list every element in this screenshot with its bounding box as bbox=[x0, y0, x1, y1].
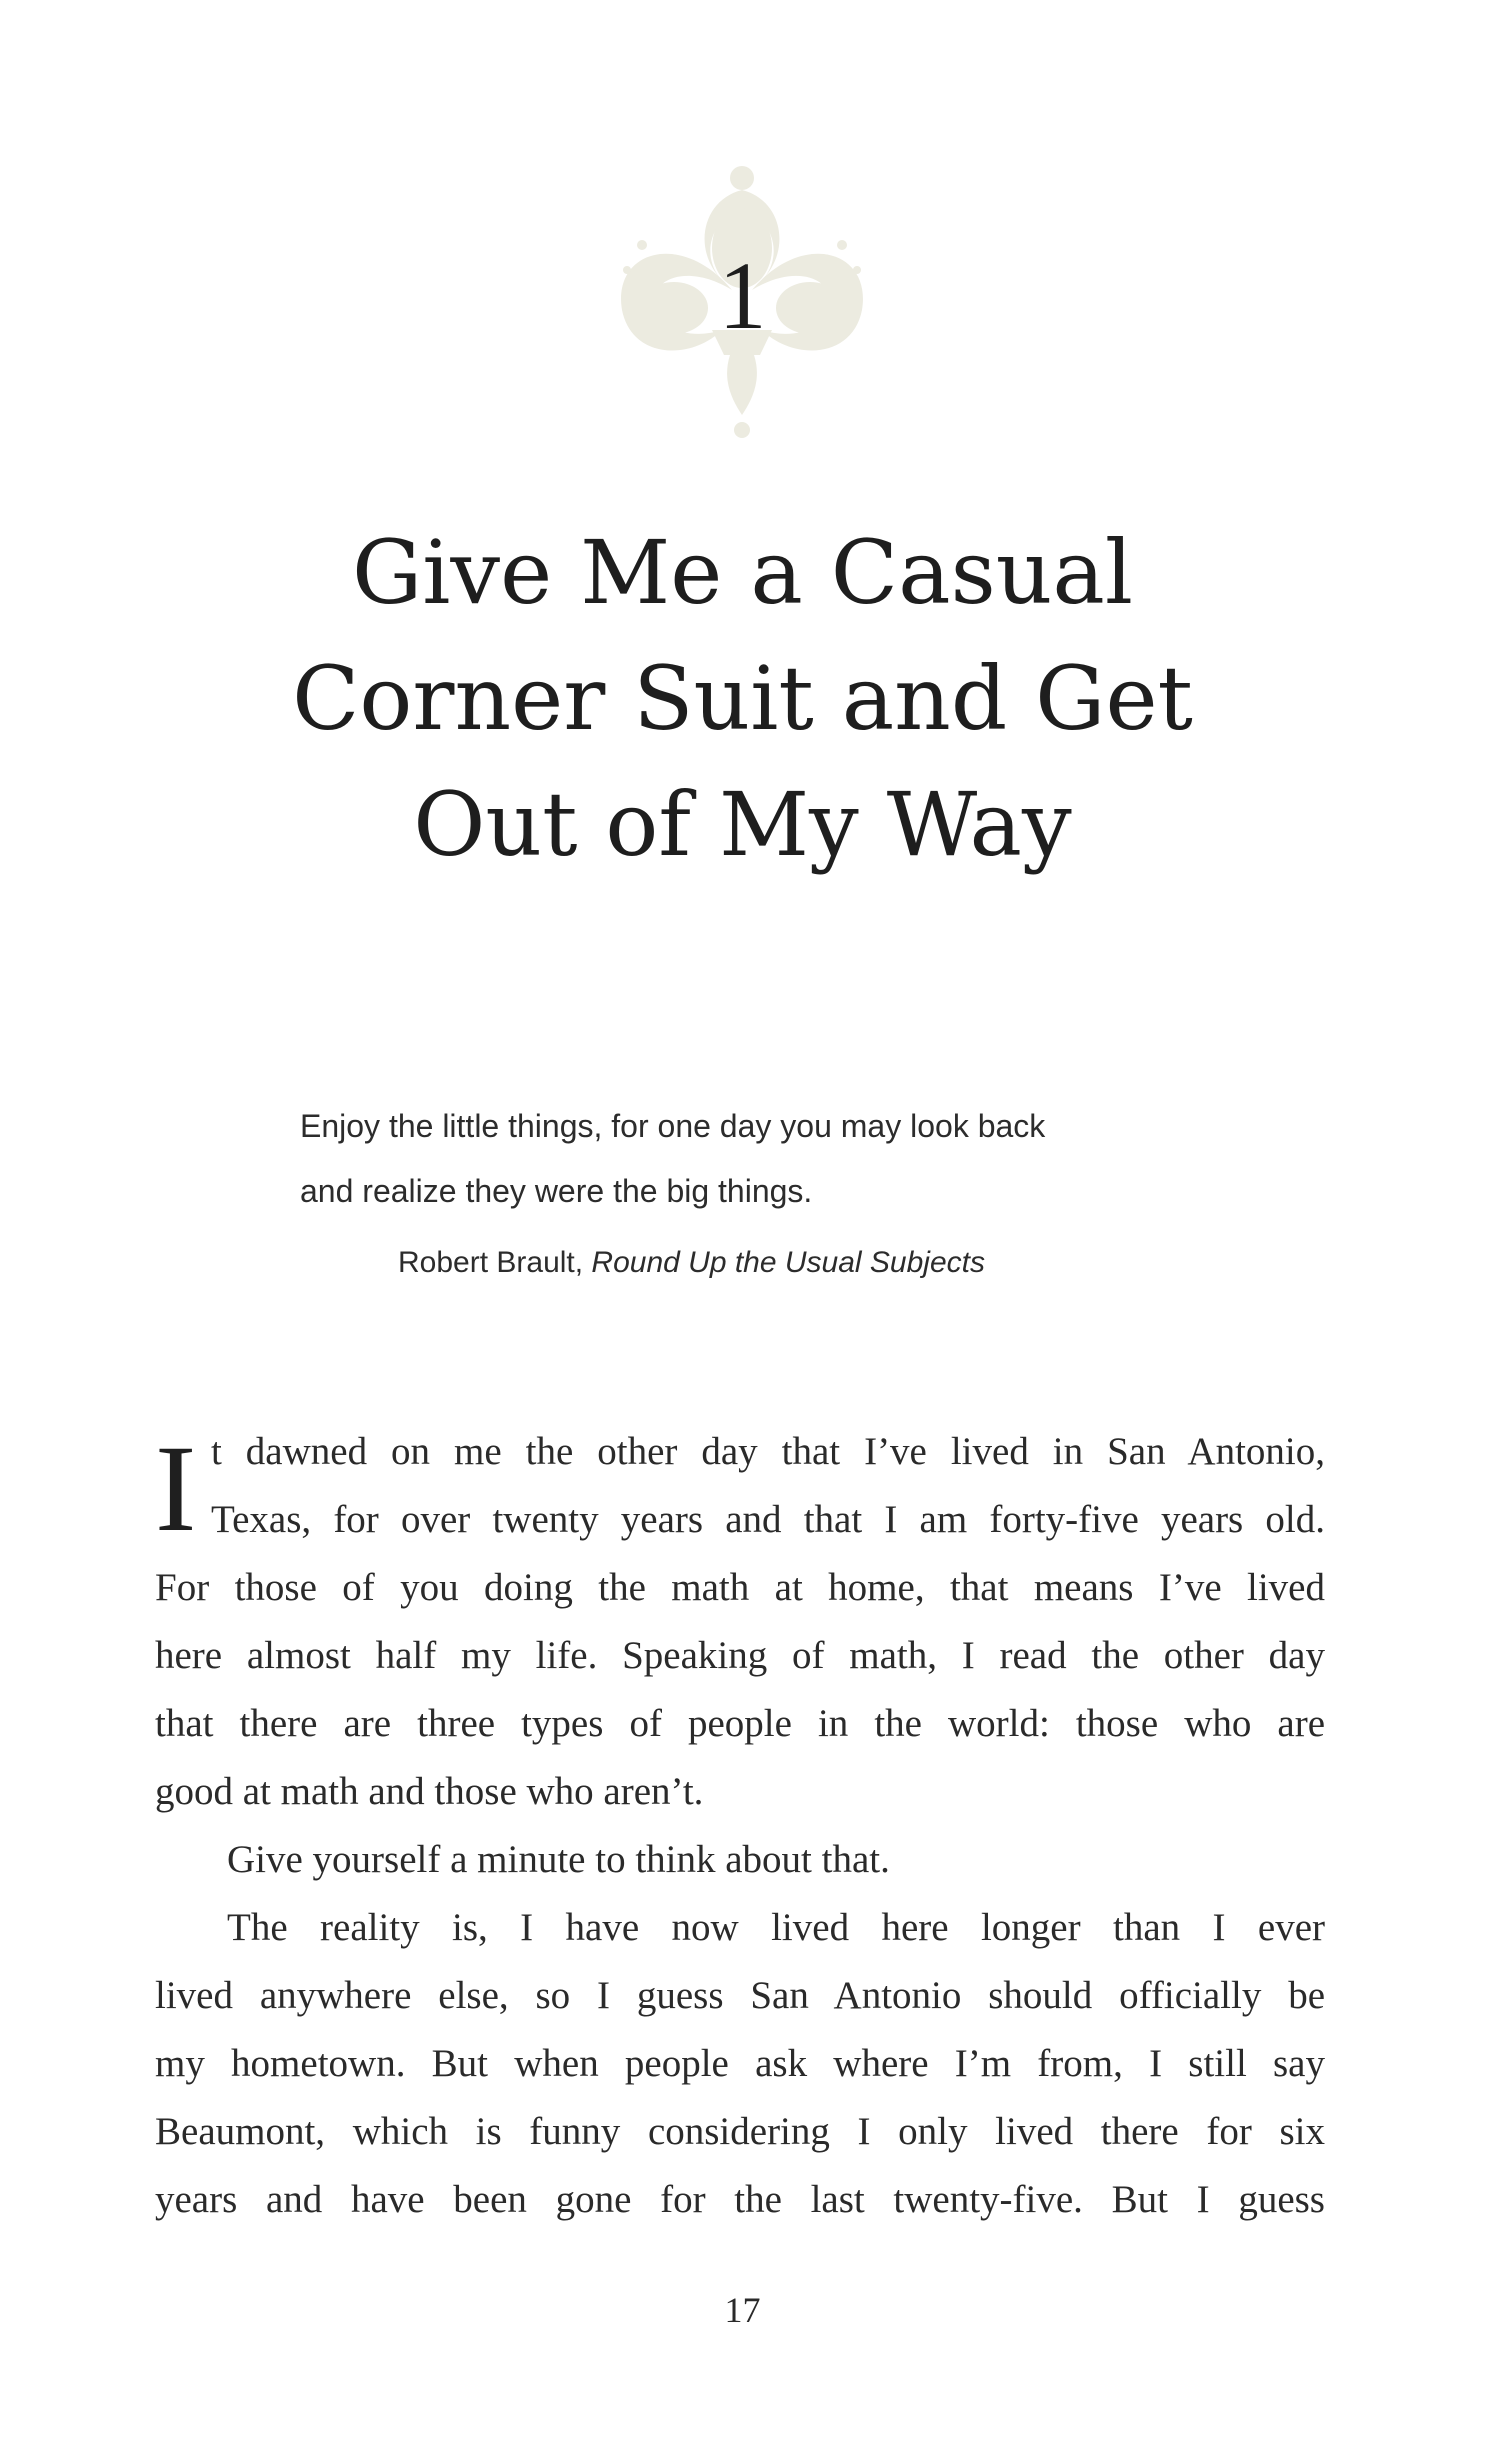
body-line: that there are three types of people in the world: those who are bbox=[155, 1702, 1325, 1745]
epigraph-line: Enjoy the little things, for one day you may look back bbox=[300, 1108, 1046, 1144]
body-line: Give yourself a minute to think about that. bbox=[227, 1838, 890, 1881]
body-line: my hometown. But when people ask where I’m from, I still say bbox=[155, 2042, 1325, 2085]
drop-cap: I bbox=[155, 1420, 197, 1557]
chapter-number: 1 bbox=[718, 242, 767, 349]
epigraph bbox=[300, 1094, 1200, 1224]
epigraph-line: and realize they were the big things. bbox=[300, 1173, 813, 1209]
body-line: The reality is, I have now lived here longer than I ever bbox=[227, 1906, 1325, 1949]
chapter-title-line: Give Me a Casual bbox=[351, 521, 1134, 624]
body-line: t dawned on me the other day that I’ve lived in San Antonio, bbox=[211, 1430, 1325, 1473]
attribution-source: Round Up the Usual Subjects bbox=[591, 1246, 985, 1279]
chapter-title bbox=[0, 510, 1485, 888]
chapter-title-line: Corner Suit and Get bbox=[292, 647, 1193, 750]
page-number: 17 bbox=[724, 2290, 761, 2330]
epigraph-attribution bbox=[398, 1243, 985, 1283]
body-line: years and have been gone for the last twenty-five. But I guess bbox=[155, 2178, 1325, 2221]
body-line: Beaumont, which is funny considering I only lived there for six bbox=[155, 2110, 1325, 2153]
body-line: lived anywhere else, so I guess San Antonio should officially be bbox=[155, 1974, 1325, 2017]
attribution-author: Robert Brault, bbox=[398, 1246, 592, 1279]
chapter-title-line: Out of My Way bbox=[413, 773, 1072, 876]
body-text bbox=[155, 1418, 1325, 2234]
body-line: For those of you doing the math at home, that means I’ve lived bbox=[155, 1566, 1325, 1609]
body-line: here almost half my life. Speaking of math, I read the other day bbox=[155, 1634, 1325, 1677]
body-line: good at math and those who aren’t. bbox=[155, 1770, 704, 1813]
body-line: Texas, for over twenty years and that I am forty-five years old. bbox=[211, 1498, 1325, 1541]
